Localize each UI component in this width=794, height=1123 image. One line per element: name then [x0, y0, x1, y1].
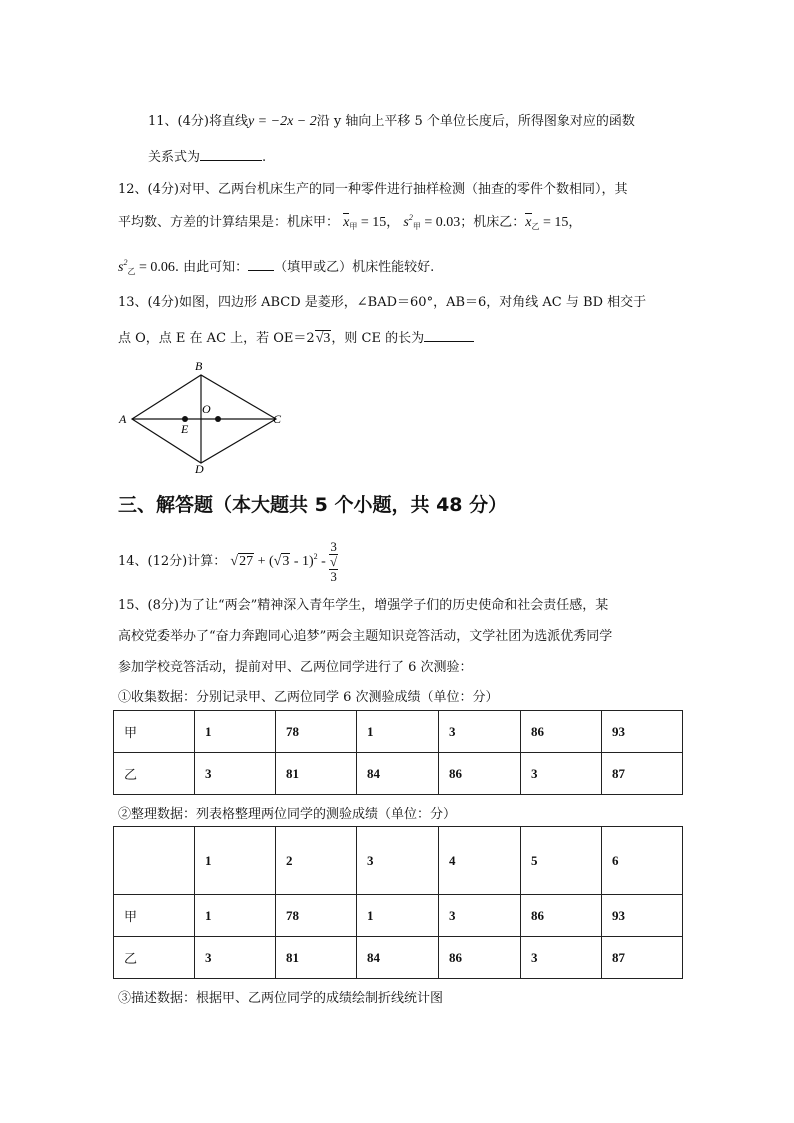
table-cell: 78	[276, 895, 357, 937]
table-cell: 3	[439, 711, 521, 753]
label-d: D	[195, 462, 204, 476]
q12-line2: 平均数、方差的计算结果是：机床甲： $x_甲 = 15$， $s^2_甲 = 0.03$；机床乙：$x_乙 = 15$，	[118, 213, 582, 231]
table-row	[114, 711, 683, 753]
q15-line2: 高校党委举办了“奋力奔跑同心追梦”两会主题知识竞答活动，文学社团为选派优秀同学	[118, 629, 613, 644]
q11-line2	[148, 146, 266, 165]
q12-line3-text: . 由此可知：	[174, 260, 249, 275]
variance-a: $s^2_甲 = 0.03$	[403, 213, 461, 231]
table-cell: 86	[439, 937, 521, 979]
mean-a: $x_甲 = 15$	[343, 215, 387, 231]
table-cell: 3	[195, 937, 276, 979]
q14-line	[118, 540, 338, 584]
label-c: C	[273, 412, 282, 426]
table-cell: 1	[357, 711, 439, 753]
table-row	[114, 827, 683, 895]
q11-line2-label: 关系式为	[148, 150, 201, 165]
variance-b: $s^2_乙 = 0.06$	[118, 258, 175, 276]
q12-line1: 12、(4分)对甲、乙两台机床生产的同一种零件进行抽样检测（抽查的零件个数相同），其	[118, 182, 628, 197]
table-cell: 3	[521, 937, 602, 979]
answer-blank[interactable]	[424, 329, 474, 342]
q11-prefix: 11、(4分)将直线	[148, 114, 248, 129]
label-b: B	[195, 359, 203, 373]
q12-comma: ，	[568, 215, 582, 230]
table-row-label: 乙	[114, 937, 195, 979]
q15-line3: 参加学校竞答活动，提前对甲、乙两位同学进行了 6 次测验：	[118, 660, 473, 675]
table-cell: 81	[276, 753, 357, 795]
table-cell: 87	[602, 937, 683, 979]
table-cell: 86	[521, 895, 602, 937]
table-cell: 93	[602, 711, 683, 753]
table-cell: 78	[276, 711, 357, 753]
table-cell: 3	[357, 827, 439, 895]
table-organize	[113, 826, 683, 979]
table-cell: 5	[521, 827, 602, 895]
table-row	[114, 753, 683, 795]
label-o: O	[202, 402, 211, 416]
q11-end: .	[262, 150, 267, 165]
q14-fraction: 3 √ 3	[329, 539, 338, 584]
table-row-label	[114, 827, 195, 895]
table-cell: 1	[357, 895, 439, 937]
table-cell: 84	[357, 937, 439, 979]
table-cell: 1	[195, 895, 276, 937]
table-cell: 1	[195, 711, 276, 753]
q14-prefix: 14、(12分)计算：	[118, 554, 227, 570]
table-cell: 6	[602, 827, 683, 895]
mean-b: $x_乙 = 15$	[525, 215, 569, 231]
table-row-label: 乙	[114, 753, 195, 795]
q14-expression: √27 + (√3 - 1)$^2$ - 3 √ 3	[230, 539, 338, 584]
table-cell: 2	[276, 827, 357, 895]
q13-line1: 13、(4分)如图，四边形 ABCD 是菱形，∠BAD＝60°，AB＝6，对角线 AC 与 BD 相交于	[118, 295, 647, 310]
q15-step2: ②整理数据：列表格整理两位同学的测验成绩（单位：分）	[118, 807, 457, 822]
q12-line2-prefix: 平均数、方差的计算结果是：机床甲：	[118, 215, 340, 230]
q13-line2	[118, 327, 474, 347]
q13-line2-suffix: ，则 CE 的长为	[331, 331, 425, 346]
table-cell: 87	[602, 753, 683, 795]
q12-sep: ；机床乙：	[460, 215, 526, 230]
q11-formula: y = −2x − 2	[247, 114, 317, 129]
table-cell: 3	[439, 895, 521, 937]
q12-line3	[118, 256, 434, 277]
table-cell: 4	[439, 827, 521, 895]
q15-step3: ③描述数据：根据甲、乙两位同学的成绩绘制折线统计图	[118, 991, 444, 1006]
q15-line1: 15、(8分)为了让“两会”精神深入青年学生，增强学子们的历史使命和社会责任感，某	[118, 598, 609, 613]
sqrt-3: √3	[315, 331, 331, 346]
label-a: A	[119, 412, 127, 426]
answer-blank[interactable]	[200, 148, 262, 161]
label-e: E	[181, 422, 189, 436]
table-cell: 86	[521, 711, 602, 753]
section-heading: 三、解答题（本大题共 5 个小题，共 48 分）	[118, 494, 508, 516]
q11-line1	[148, 110, 635, 130]
answer-blank[interactable]	[248, 258, 274, 271]
table-row-label: 甲	[114, 711, 195, 753]
table-cell: 3	[521, 753, 602, 795]
table-row	[114, 895, 683, 937]
table-cell: 84	[357, 753, 439, 795]
table-cell: 1	[195, 827, 276, 895]
table-cell: 81	[276, 937, 357, 979]
table-row-label: 甲	[114, 895, 195, 937]
table-cell: 93	[602, 895, 683, 937]
table-cell: 3	[195, 753, 276, 795]
rhombus-diagram	[115, 358, 295, 478]
table-row	[114, 937, 683, 979]
q13-line2-prefix: 点 O，点 E 在 AC 上，若 OE＝2	[118, 331, 315, 346]
table-collect	[113, 710, 683, 795]
point-f	[215, 416, 221, 422]
table-cell: 86	[439, 753, 521, 795]
q15-step1: ①收集数据：分别记录甲、乙两位同学 6 次测验成绩（单位：分）	[118, 690, 499, 705]
q12-line3-end: （填甲或乙）机床性能较好.	[274, 260, 435, 275]
q11-suffix: 沿 y 轴向上平移 5 个单位长度后，所得图象对应的函数	[316, 114, 635, 129]
